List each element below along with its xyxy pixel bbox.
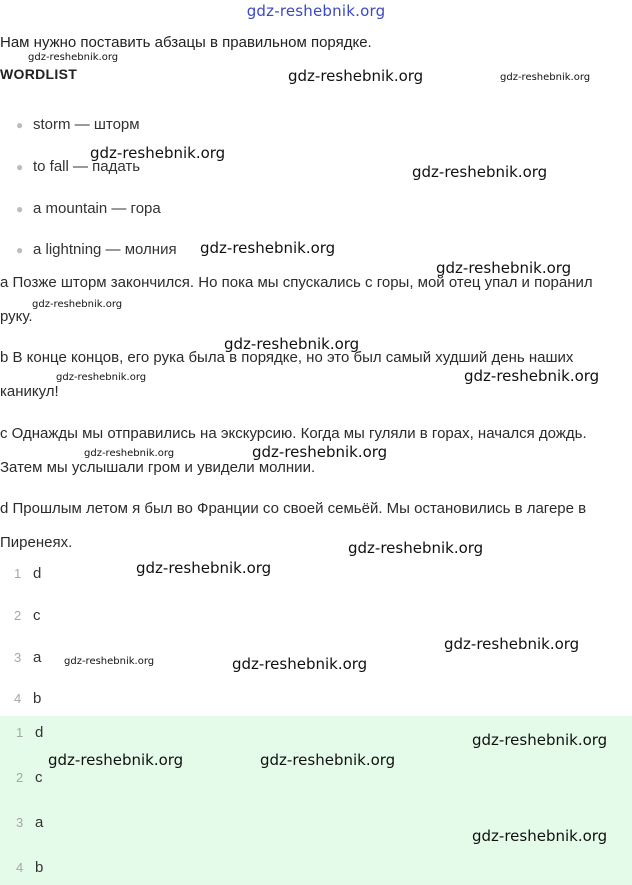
watermark: gdz-reshebnik.org [136,559,272,577]
site-header-link[interactable]: gdz-reshebnik.org [246,2,386,20]
watermark: gdz-reshebnik.org [500,72,591,83]
paragraph-c: c Однажды мы отправились на экскурсию. Когда мы гуляли в горах, начался дождь. Затем мы услышали гром и увидели молнии. [0,425,587,476]
wordlist-item: ● storm — шторм [16,116,140,133]
paragraph-a: a Позже шторм закончился. Но пока мы спускались с горы, мой отец упал и поранил руку. [0,274,593,325]
watermark: gdz-reshebnik.org [48,751,184,769]
wordlist-item: ● a mountain — гора [16,200,161,217]
watermark: gdz-reshebnik.org [224,335,360,353]
watermark: gdz-reshebnik.org [232,655,368,673]
answer-row: 2 c [14,607,41,624]
watermark: gdz-reshebnik.org [348,539,484,557]
watermark: gdz-reshebnik.org [472,731,608,749]
answer-row: 1 d [14,565,42,582]
wordlist-item: ● a lightning — молния [16,241,177,258]
watermark: gdz-reshebnik.org [252,443,388,461]
watermark: gdz-reshebnik.org [436,259,572,277]
watermark: gdz-reshebnik.org [32,299,123,310]
answer-panel-row: 3 a [16,814,44,831]
watermark: gdz-reshebnik.org [260,751,396,769]
watermark: gdz-reshebnik.org [444,635,580,653]
answer-row: 3 a [14,649,42,666]
wordlist-heading: WORDLIST [0,66,78,82]
watermark: gdz-reshebnik.org [28,52,119,63]
watermark: gdz-reshebnik.org [412,163,548,181]
bullet-icon: ● [16,118,24,132]
watermark: gdz-reshebnik.org [56,372,147,383]
bullet-icon: ● [16,243,24,257]
watermark: gdz-reshebnik.org [84,448,175,459]
watermark: gdz-reshebnik.org [472,827,608,845]
paragraph-b: b В конце концов, его рука была в порядке, но это был самый худший день наших каникул! [0,349,574,400]
bullet-icon: ● [16,202,24,216]
answer-panel-row: 2 c [16,769,43,786]
wordlist-item: ● to fall — падать [16,158,141,175]
answer-panel-row: 4 b [16,859,44,876]
answer-panel-row: 1 d [16,724,44,741]
paragraph-d: d Прошлым летом я был во Франции со своей семьёй. Мы остановились в лагере в Пиренеях. [0,500,587,551]
watermark: gdz-reshebnik.org [200,239,336,257]
watermark: gdz-reshebnik.org [464,367,600,385]
answer-row: 4 b [14,690,42,707]
watermark: gdz-reshebnik.org [90,144,226,162]
watermark: gdz-reshebnik.org [288,67,424,85]
bullet-icon: ● [16,160,24,174]
watermark: gdz-reshebnik.org [64,656,155,667]
task-instruction: Нам нужно поставить абзацы в правильном порядке. [0,34,372,51]
